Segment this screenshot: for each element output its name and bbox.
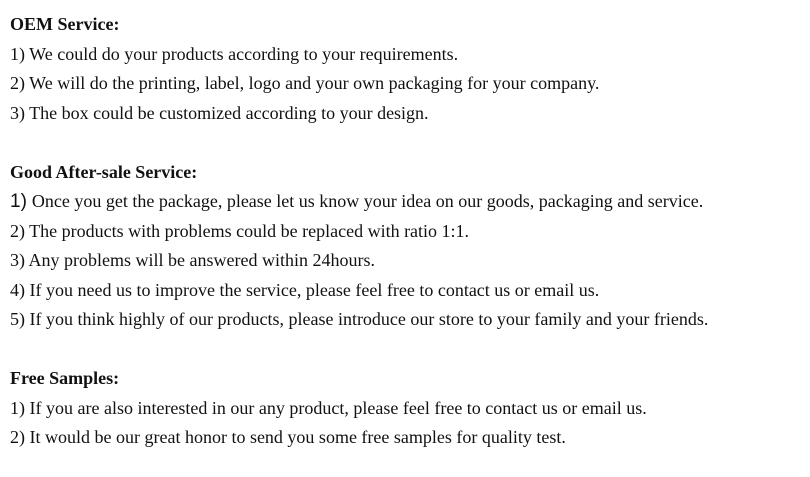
- oem-item-3: 3) The box could be customized according to your design.: [10, 102, 429, 123]
- service-document: [10, 10, 805, 453]
- after-sale-section: [10, 158, 805, 335]
- after-sale-item-1: [10, 187, 805, 217]
- oem-service-heading: OEM Service:: [10, 14, 120, 34]
- oem-item-2: 2) We will do the printing, label, logo and your own packaging for your company.: [10, 73, 600, 93]
- after-sale-item-4: 4) If you need us to improve the service, please feel free to contact us or email us.: [10, 279, 600, 300]
- oem-service-section: [10, 10, 805, 128]
- samples-item-2: 2) It would be our great honor to send you some free samples for quality test.: [10, 427, 566, 447]
- after-sale-heading: Good After-sale Service:: [10, 161, 198, 182]
- after-sale-item-2: 2) The products with problems could be replaced with ratio 1:1.: [10, 220, 470, 241]
- free-samples-section: [10, 364, 805, 453]
- after-sale-item-3: 3) Any problems will be answered within 24hours.: [10, 250, 375, 270]
- after-sale-item-1-number: 1): [10, 191, 27, 212]
- after-sale-item-5: 5) If you think highly of our products, please introduce our store to your family and your friends.: [10, 309, 709, 329]
- samples-item-1: 1) If you are also interested in our any product, please feel free to contact us or email us.: [10, 397, 647, 418]
- oem-item-1: 1) We could do your products according to your requirements.: [10, 43, 459, 64]
- after-sale-item-1-text: Once you get the package, please let us know your idea on our goods, packaging and service.: [31, 191, 704, 211]
- free-samples-heading: Free Samples:: [10, 368, 120, 388]
